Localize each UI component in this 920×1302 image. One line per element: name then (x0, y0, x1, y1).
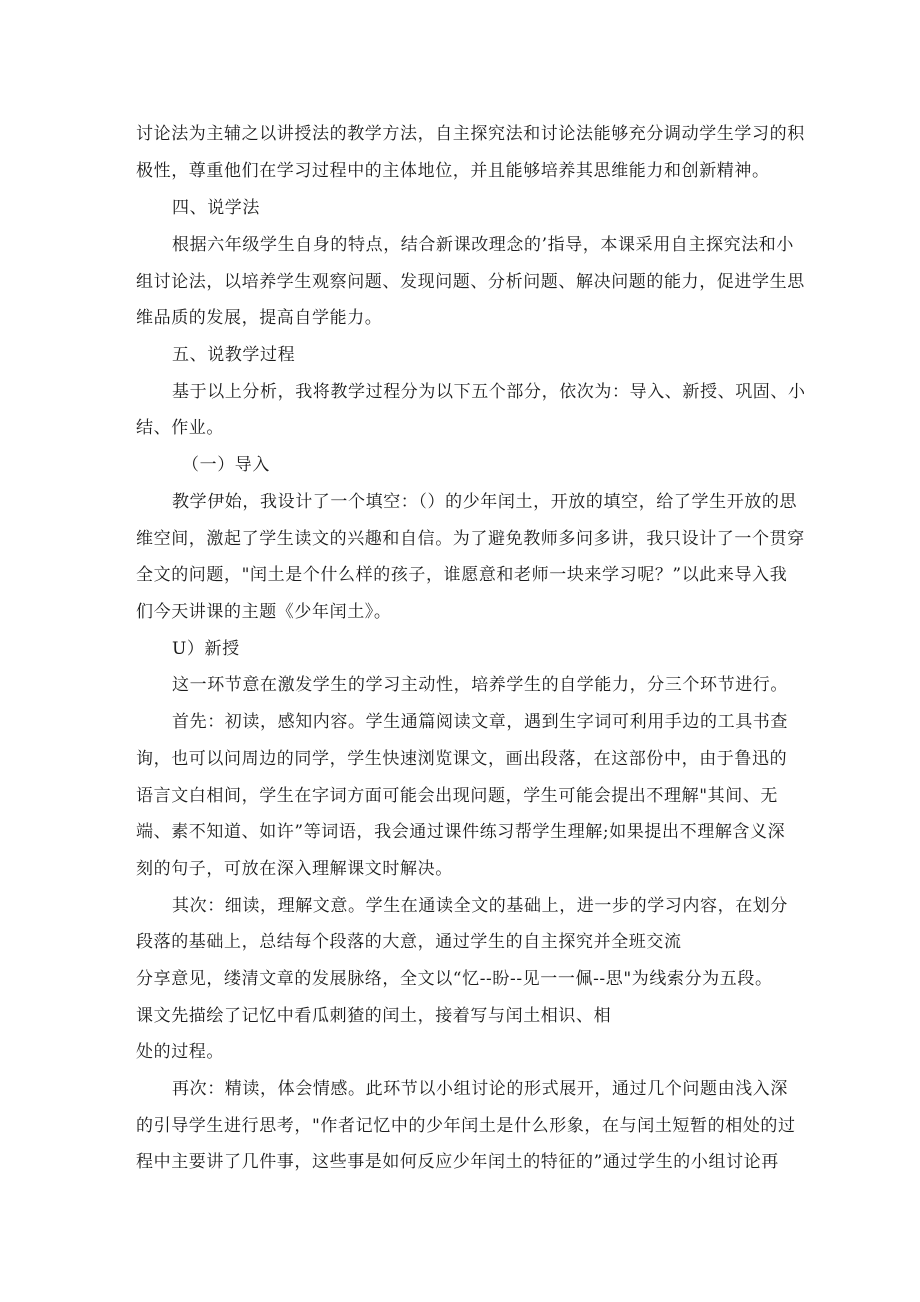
text-line: 段落的基础上，总结每个段落的大意，通过学生的自主探究并全班交流 (136, 932, 682, 952)
text-line: 全文的问题，"闰土是个什么样的孩子，谁愿意和老师一块来学习呢？”以此来导入我 (136, 565, 788, 585)
text-line: 维空间，激起了学生读文的兴趣和自信。为了避免教师多问多讲，我只设计了一个贯穿 (136, 529, 805, 549)
text-line: 们今天讲课的主题《少年闰土》。 (136, 602, 392, 622)
text-line: 其次：细读，理解文意。学生在通读全文的基础上，进一步的学习内容，在划分 (172, 896, 788, 916)
subsection-heading: （一）导入 (182, 455, 270, 475)
text-line: 处的过程。 (136, 1042, 224, 1062)
text-line: 基于以上分析，我将教学过程分为以下五个部分，依次为：导入、新授、巩固、小 (172, 382, 806, 402)
text-line: 分享意见，缕清文章的发展脉络，全文以“忆--盼--见一一佩--思"为线索分为五段。 (136, 969, 773, 989)
text-line: 端、素不知道、如许”等词语，我会通过课件练习帮学生理解;如果提出不理解含义深 (136, 822, 786, 842)
text-line: 极性，尊重他们在学习过程中的主体地位，并且能够培养其思维能力和创新精神。 (136, 161, 770, 181)
text-line: 再次：精读，体会情感。此环节以小组讨论的形式展开，通过几个问题由浅入深 (172, 1079, 788, 1099)
text-line: 讨论法为主辅之以讲授法的教学方法，自主探究法和讨论法能够充分调动学生学习的积 (136, 124, 805, 144)
text-line: 维品质的发展，提高自学能力。 (136, 308, 383, 328)
text-line: 刻的句子，可放在深入理解课文时解决。 (136, 859, 453, 879)
section-heading: 五、说教学过程 (172, 345, 296, 365)
text-line: 询，也可以问周边的同学，学生快速浏览课文，画出段落，在这部份中，由于鲁迅的 (136, 749, 788, 769)
subsection-heading: U）新授 (172, 639, 240, 659)
text-line: 的引导学生进行思考，"作者记忆中的少年闰土是什么形象，在与闰土短暂的相处的过 (136, 1116, 796, 1136)
section-heading: 四、说学法 (172, 198, 260, 218)
text-line: 程中主要讲了几件事，这些事是如何反应少年闰土的特征的”通过学生的小组讨论再 (136, 1152, 779, 1172)
text-line: 组讨论法，以培养学生观察问题、发现问题、分析问题、解决问题的能力，促进学生思 (136, 272, 805, 292)
text-line: 课文先描绘了记忆中看瓜刺猹的闰土，接着写与闰土相识、相 (136, 1006, 612, 1026)
text-line: 这一环节意在激发学生的学习主动性，培养学生的自学能力，分三个环节进行。 (172, 675, 788, 695)
text-line: 结、作业。 (136, 418, 224, 438)
text-line: 根据六年级学生自身的特点，结合新课改理念的’指导，本课采用自主探究法和小 (172, 235, 795, 255)
text-line: 首先：初读，感知内容。学生通篇阅读文章，遇到生字词可利用手边的工具书查 (172, 712, 788, 732)
text-line: 语言文白相间，学生在字词方面可能会出现问题，学生可能会提出不理解"其间、无 (136, 786, 779, 806)
text-line: 教学伊始，我设计了一个填空：（）的少年闰土，开放的填空，给了学生开放的思 (172, 492, 798, 512)
